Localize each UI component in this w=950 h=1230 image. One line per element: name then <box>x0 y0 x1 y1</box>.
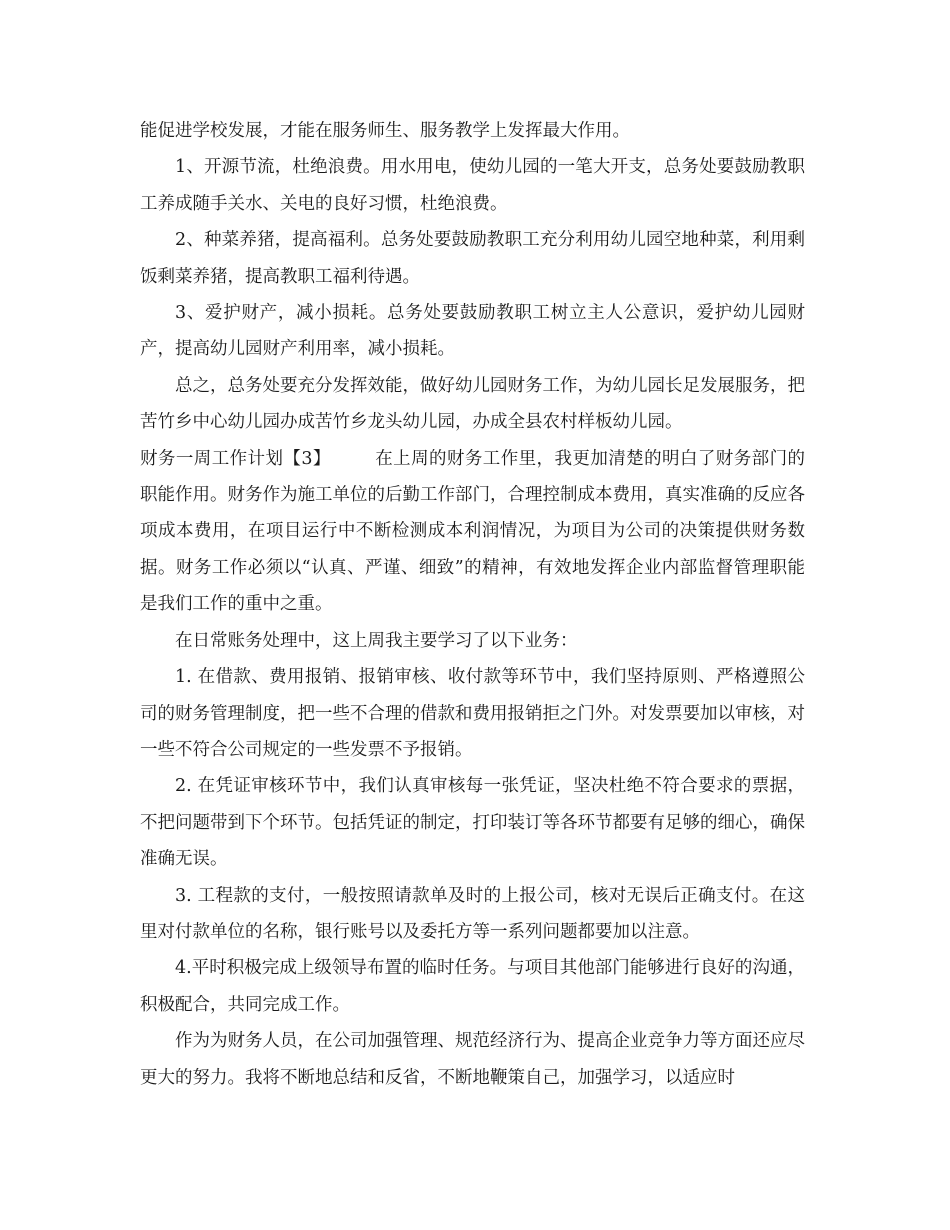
paragraph: 总之，总务处要充分发挥效能，做好幼儿园财务工作，为幼儿园长足发展服务，把苦竹乡中心幼儿园办成苦竹乡龙头幼儿园，办成全县农村样板幼儿园。 <box>140 375 805 433</box>
paragraph: 2、种菜养猪，提高福利。总务处要鼓励教职工充分利用幼儿园空地种菜，利用剩饭剩菜养猪，提高教职工福利待遇。 <box>140 230 805 287</box>
paragraph: 在日常账务处理中，这上周我主要学习了以下业务： <box>175 630 578 651</box>
paragraph: 作为为财务人员，在公司加强管理、规范经济行为、提高企业竞争力等方面还应尽更大的努力。我将不断地总结和反省，不断地鞭策自己，加强学习，以适应时 <box>140 1031 805 1088</box>
document-body <box>140 113 805 1096</box>
section-text: 在上周的财务工作里，我更加清楚的明白了财务部门的职能作用。财务作为施工单位的后勤工作部门，合理控制成本费用，真实准确的反应各项成本费用，在项目运行中不断检测成本利润情况，为项目为公司的决策提供财务数据。财务工作必须以“认真、严谨、细致”的精神，有效地发挥企业内部监督管理职能是我们工作的重中之重。 <box>140 448 806 615</box>
paragraph: 4.平时积极完成上级领导布置的临时任务。与项目其他部门能够进行良好的沟通，积极配合，共同完成工作。 <box>140 958 805 1015</box>
paragraph: 1、开源节流，杜绝浪费。用水用电，使幼儿园的一笔大开支，总务处要鼓励教职工养成随手关水、关电的良好习惯，杜绝浪费。 <box>140 157 805 214</box>
paragraph: 能促进学校发展，才能在服务师生、服务教学上发挥最大作用。 <box>140 121 630 141</box>
paragraph: 1. 在借款、费用报销、报销审核、收付款等环节中，我们坚持原则、严格遵照公司的财务管理制度，把一些不合理的借款和费用报销拒之门外。对发票要加以审核，对一些不符合公司规定的一些发票不予报销。 <box>140 667 805 760</box>
section-paragraph <box>140 441 805 623</box>
paragraph: 3. 工程款的支付，一般按照请款单及时的上报公司，核对无误后正确支付。在这里对付款单位的名称，银行账号以及委托方等一系列问题都要加以注意。 <box>140 885 805 942</box>
paragraph: 2. 在凭证审核环节中，我们认真审核每一张凭证，坚决杜绝不符合要求的票据，不把问题带到下个环节。包括凭证的制定，打印装订等各环节都要有足够的细心，确保准确无误。 <box>140 776 805 870</box>
paragraph: 3、爱护财产，减小损耗。总务处要鼓励教职工树立主人公意识，爱护幼儿园财产，提高幼儿园财产利用率，减小损耗。 <box>140 303 805 360</box>
section-heading: 财务一周工作计划【3】 <box>140 448 331 469</box>
